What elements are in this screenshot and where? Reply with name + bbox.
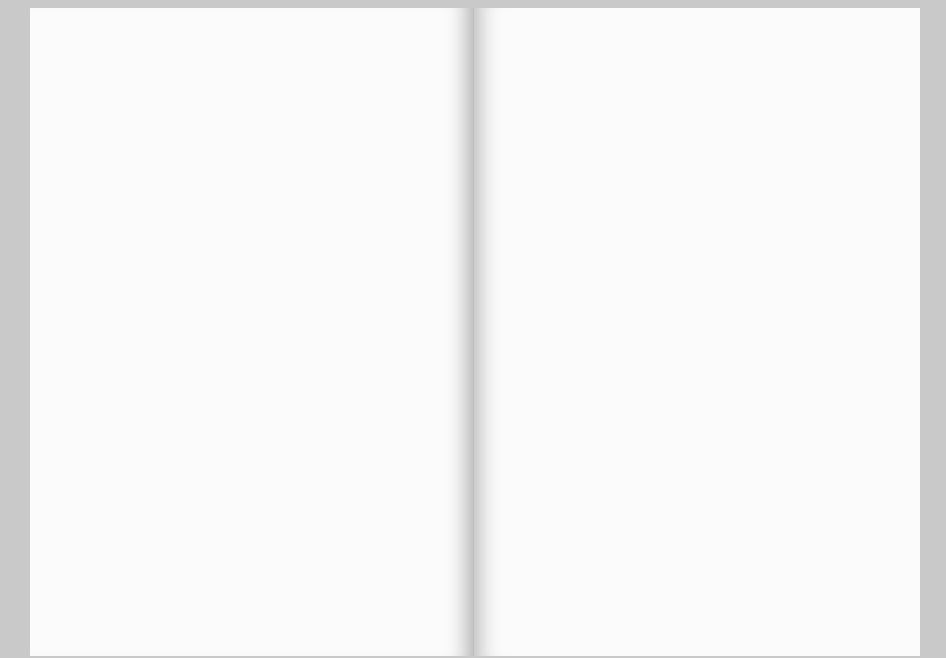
right-page <box>474 8 920 656</box>
left-page <box>30 8 474 656</box>
